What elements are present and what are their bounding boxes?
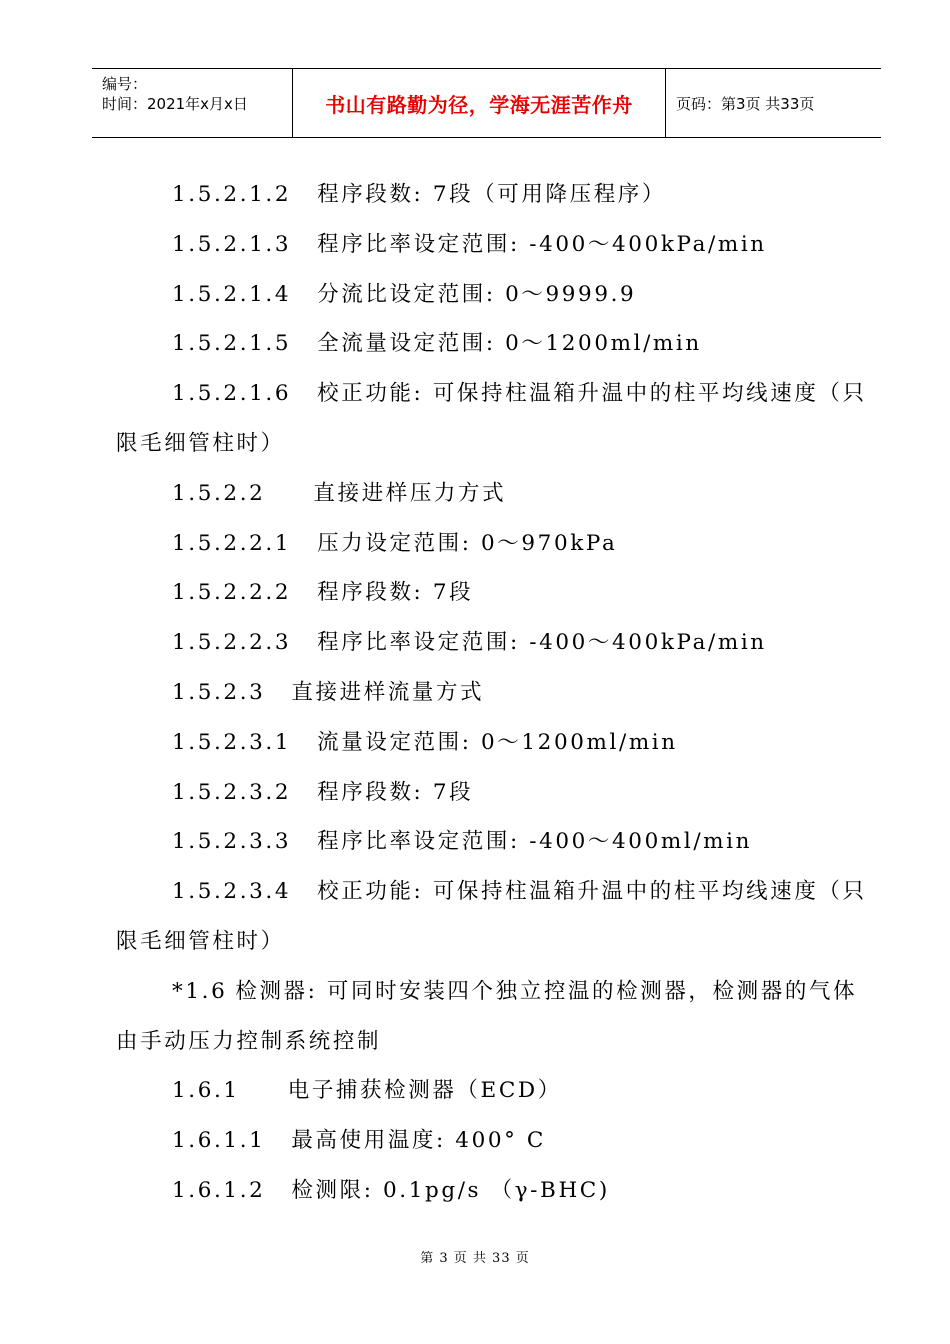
paragraph-line — [116, 1116, 861, 1166]
page-header — [92, 68, 881, 138]
section-number: 1.5.2.2 — [172, 480, 266, 506]
line-text: 校正功能: 可保持柱温箱升温中的柱平均线速度（只 — [317, 381, 867, 407]
section-number: 1.5.2.3.4 — [172, 879, 292, 905]
line-text: 程序段数: 7段 — [317, 580, 474, 606]
line-text: 检测器: 可同时安装四个独立控温的检测器，检测器的气体 — [235, 978, 858, 1004]
document-body — [116, 170, 867, 1216]
line-text: 限毛细管柱时） — [116, 430, 285, 456]
line-text: 直接进样压力方式 — [313, 480, 507, 506]
section-number: 1.5.2.1.2 — [172, 182, 292, 207]
line-text: 直接进样流量方式 — [291, 679, 485, 705]
line-text: 最高使用温度: 400° C — [291, 1128, 546, 1154]
line-text: 程序比率设定范围: -400～400kPa/min — [317, 630, 767, 656]
section-number: 1.6.1 — [172, 1078, 240, 1104]
paragraph-line — [116, 768, 861, 818]
paragraph-line — [116, 1066, 861, 1116]
paragraph-line — [116, 1017, 861, 1067]
paragraph-line — [116, 270, 861, 320]
header-info-cell — [92, 69, 292, 137]
paragraph-line — [116, 917, 861, 967]
line-text: 流量设定范围: 0～1200ml/min — [317, 729, 678, 755]
section-number: 1.6.1.2 — [172, 1177, 266, 1203]
line-text: 程序段数: 7段 — [317, 779, 474, 805]
paragraph-line — [116, 1166, 861, 1216]
section-number: 1.5.2.1.4 — [172, 281, 292, 307]
page-code: 页码：第3页 共33页 — [676, 94, 815, 113]
paragraph-line — [116, 469, 861, 519]
section-number: 1.6.1.1 — [172, 1128, 266, 1154]
line-text: 程序段数: 7段（可用降压程序） — [317, 182, 666, 207]
line-text: 程序比率设定范围: -400～400kPa/min — [317, 231, 767, 257]
time-label: 时间：2021年x月x日 — [102, 95, 248, 113]
paragraph-line — [116, 867, 867, 917]
paragraph-line — [116, 817, 861, 867]
line-text: 校正功能: 可保持柱温箱升温中的柱平均线速度（只 — [317, 879, 867, 905]
section-number: 1.5.2.3.2 — [172, 779, 292, 805]
section-number: 1.5.2.2.2 — [172, 580, 292, 606]
page-footer: 第 3 页 共 33 页 — [420, 1251, 530, 1266]
line-text: 全流量设定范围: 0～1200ml/min — [317, 331, 702, 357]
section-number: 1.5.2.1.5 — [172, 331, 292, 357]
line-text: 分流比设定范围: 0～9999.9 — [317, 281, 637, 307]
paragraph-line — [116, 618, 861, 668]
paragraph-line — [116, 419, 861, 469]
paragraph-line — [116, 718, 861, 768]
line-text: 压力设定范围: 0～970kPa — [317, 530, 618, 556]
section-number: 1.5.2.3.3 — [172, 829, 292, 855]
header-page-cell — [666, 69, 881, 137]
section-number: 1.5.2.3.1 — [172, 729, 292, 755]
line-text: 限毛细管柱时） — [116, 928, 285, 954]
paragraph-line — [116, 170, 861, 220]
paragraph-line — [116, 668, 861, 718]
paragraph-line — [116, 519, 861, 569]
section-number: 1.5.2.1.6 — [172, 381, 292, 407]
line-text: 由手动压力控制系统控制 — [116, 1028, 382, 1054]
line-text: 电子捕获检测器（ECD） — [287, 1078, 562, 1104]
section-number: 1.5.2.1.3 — [172, 231, 292, 257]
paragraph-line — [116, 319, 861, 369]
line-text: 程序比率设定范围: -400～400ml/min — [317, 829, 753, 855]
section-number: 1.5.2.3 — [172, 679, 266, 705]
header-motto-cell — [292, 69, 666, 137]
paragraph-line — [116, 967, 861, 1017]
serial-label: 编号： — [102, 75, 148, 93]
motto-text: 书山有路勤为径，学海无涯苦作舟 — [325, 92, 633, 117]
section-number: *1.6 — [172, 978, 228, 1004]
section-number: 1.5.2.2.3 — [172, 630, 292, 656]
line-text: 检测限: 0.1pg/s （γ-BHC) — [291, 1177, 610, 1203]
paragraph-line — [116, 568, 861, 618]
section-number: 1.5.2.2.1 — [172, 530, 292, 556]
paragraph-line — [116, 369, 867, 419]
paragraph-line — [116, 220, 861, 270]
